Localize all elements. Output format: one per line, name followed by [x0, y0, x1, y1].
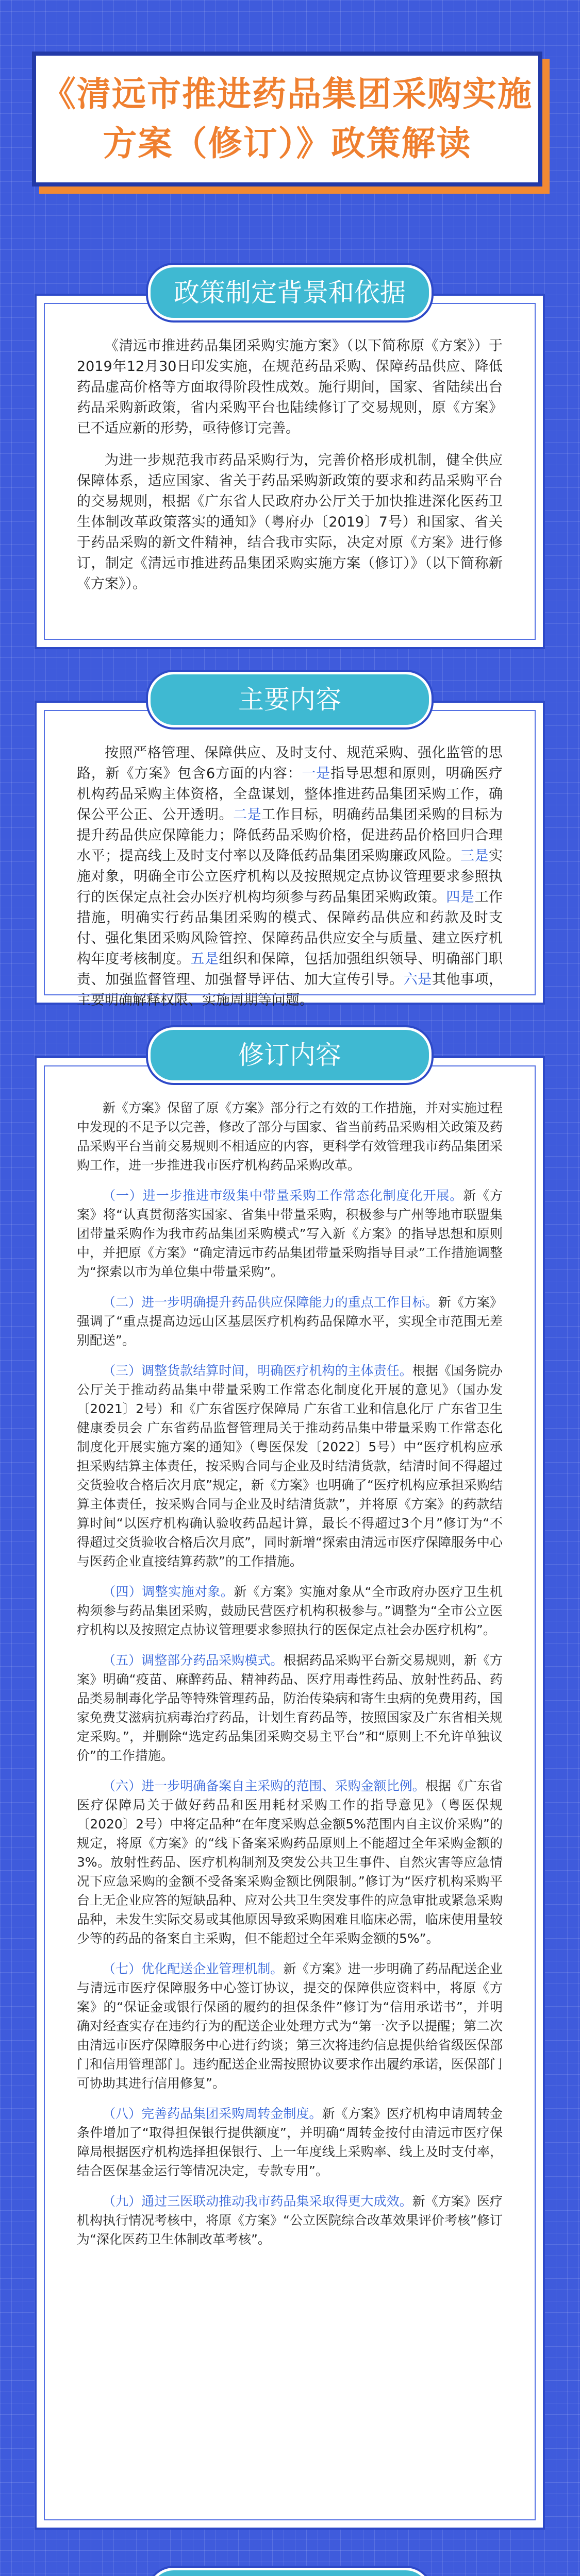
revision-intro: 新《方案》保留了原《方案》部分行之有效的工作措施，并对实施过程中发现的不足予以完善，修改了部分与国家、省当前药品采购相关政策及药品采购平台当前交易规则不相适应的内容，更科学有效管理我市药品集团采购工作，进一步推进我市医疗机构药品采购改革。 [77, 1100, 503, 1173]
item-label-5: 五是 [190, 951, 219, 967]
section-main-body [37, 703, 543, 1011]
revision-item-7: （七）优化配送企业管理机制。新《方案》进一步明确了药品配送企业与清远市医疗保障服务中心签订协议，提交的保障供应资料中，将原《方案》的“保证金或银行保函的履约的担保条件”修订为“信用承诺书”，并明确对经查实存在违约行为的配送企业处理方式为“第一次予以提醒；第二次由清远市医疗保障服务中心进行约谈；第三次将违约信息提供给省级医保部门和信用管理部门。违约配送企业需按照协议要求作出履约承诺，医保部门可协助其进行信用修复”。 [77, 1961, 503, 2091]
section-revision-card [35, 1040, 545, 2530]
revision-item-3: （三）调整货款结算时间，明确医疗机构的主体责任。根据《国务院办公厅关于推动药品集中带量采购工作常态化制度化开展的意见》（国办发〔2021〕2号）和《广东省医疗保障局 广东省工业和信息化厅 广东省卫生健康委员会 广东省药品监督管理局关于推动药品集中带量采购工作常态化制度化开展实施方案的通知》（粤医保发〔2022〕5号）中“医疗机构应承担采购结算主体责任，按采购合同与企业及时结清货款，结清时间不得超过交货验收合格后次月底”规定，新《方案》也明确了“医疗机构应承担采购结算主体责任，按采购合同与企业及时结清货款”，并将原《方案》的药款结算时间“以医疗机构确认验收药品起计算，最长不得超过3个月”修订为“不得超过交货验收合格后次月底”，同时新增“探索由清远市医疗保障服务中心与医药企业直接结算药款”的工作措施。 [77, 1363, 503, 1569]
item-label-4: 四是 [446, 889, 475, 905]
revision-item-4: （四）调整实施对象。新《方案》实施对象从“全市政府办医疗卫生机构须参与药品集团采购，鼓励民营医疗机构积极参与。”调整为“全市公立医疗机构以及按照定点协议管理要求参照执行的医保定点社会办医疗机构”。 [77, 1584, 503, 1637]
item-label-2: 二是 [233, 807, 262, 823]
revision-item-6: （六）进一步明确备案自主采购的范围、采购金额比例。根据《广东省医疗保障局关于做好药品和医用耗材采购工作的指导意见》（粤医保规〔2020〕2号）中将定品种“在年度采购总金额5%范围内自主议价采购”的规定，将原《方案》的“线下备案采购药品原则上不能超过全年采购金额的3%。放射性药品、医疗机构制剂及突发公共卫生事件、自然灾害等应急情况下应急采购的金额不受备案采购金额比例限制。”修订为“医疗机构采购平台上无企业应答的短缺品种、应对公共卫生突发事件的应急审批或紧急采购品种，未发生实际交易或其他原因导致采购困难且临床必需，临床使用量较少等的药品的备案自主采购，但不能超过全年采购金额的5%”。 [77, 1778, 503, 1946]
section-main-card [35, 685, 545, 1008]
item-label-6: 六是 [403, 972, 432, 988]
section-revision-body [37, 1058, 543, 2249]
section-background-heading: 政策制定背景和依据 [148, 265, 432, 320]
title-banner [32, 52, 542, 187]
section-revision-heading: 修订内容 [148, 1027, 432, 1083]
revision-item-8: （八）完善药品集团采购周转金制度。新《方案》医疗机构申请周转金条件增加了“取得担保银行提供额度”，并明确“周转金按付由清远市医疗保障局根据医疗机构选择担保银行、上一年度线上采购率、线上及时支付率，结合医保基金运行等情况决定，专款专用”。 [77, 2106, 503, 2178]
revision-item-1: （一）进一步推进市级集中带量采购工作常态化制度化开展。新《方案》将“认真贯彻落实国家、省集中带量采购，积极参与广州等地市联盟集团带量采购作为我市药品集团采购模式”写入新《方案》的指导思想和原则中，并把原《方案》“确定清远市药品集团带量采购指导目录”工作措施调整为“探索以市为单位集中带量采购”。 [77, 1188, 503, 1279]
background-paragraph-2: 为进一步规范我市药品采购行为，完善价格形成机制，健全供应保障体系，适应国家、省关于药品采购新政策的要求和药品采购平台的交易规则，根据《广东省人民政府办公厅关于加快推进深化医药卫生体制改革政策落实的通知》（粤府办〔2019〕7号）和国家、省关于药品采购的新文件精神，结合我市实际，决定对原《方案》进行修订，制定《清远市推进药品集团采购实施方案（修订）》（以下简称新《方案》）。 [77, 452, 503, 592]
section-effective-heading [148, 2568, 432, 2576]
revision-item-2: （二）进一步明确提升药品供应保障能力的重点工作目标。新《方案》强调了“重点提高边远山区基层医疗机构药品保障水平，实现全市范围无差别配送”。 [77, 1295, 503, 1348]
item-label-3: 三是 [460, 848, 489, 864]
section-main-heading: 主要内容 [148, 672, 432, 727]
page-title-line-1: 《清远市推进药品集团采购实施 [42, 74, 533, 114]
revision-item-9: （九）通过三医联动推动我市药品集采取得更大成效。新《方案》医疗机构执行情况考核中，将原《方案》“公立医院综合改革效果评价考核”修订为“深化医药卫生体制改革考核”。 [77, 2194, 503, 2247]
item-label-1: 一是 [302, 766, 331, 782]
revision-item-5: （五）调整部分药品采购模式。根据药品采购平台新交易规则，新《方案》明确“疫苗、麻醉药品、精神药品、医疗用毒性药品、放射性药品、药品类易制毒化学品等特殊管理药品，防治传染病和寄生虫病的免费用药，国家免费艾滋病抗病毒治疗药品，计划生育药品等，按照国家及广东省相关规定采购。”，并删除“选定药品集团采购交易主平台”和“原则上不允许单独议价”的工作措施。 [77, 1653, 503, 1763]
page-title-line-2: 方案（修订）》政策解读 [103, 124, 472, 163]
section-background-body [37, 296, 543, 595]
background-paragraph-1: 《清远市推进药品集团采购实施方案》（以下简称原《方案》）于2019年12月30日印发实施，在规范药品采购、保障药品供应、降低药品虚高价格等方面取得阶段性成效。施行期间，国家、省陆续出台药品采购新政策，省内采购平台也陆续修订了交易规则，原《方案》已不适应新的形势，亟待修订完善。 [77, 338, 503, 436]
section-background-card [35, 278, 545, 649]
main-paragraph: 按照严格管理、保障供应、及时支付、规范采购、强化监管的思路，新《方案》包含6方面的内容：一是指导思想和原则，明确医疗机构药品采购主体资格，全盘谋划，整体推进药品集团采购工作，确保公平公正、公开透明。二是工作目标，明确药品集团采购的目标为提升药品供应保障能力；降低药品采购价格，促进药品价格回归合理水平；提高线上及时支付率以及降低药品集团采购廉政风险。三是实施对象，明确全市公立医疗机构以及按照规定点协议管理要求参照执行的医保定点社会办医疗机构均须参与药品集团采购政策。四是工作措施，明确实行药品集团采购的模式、保障药品供应和药款及时支付、强化集团采购风险管控、保障药品供应安全与质量、建立医疗机构年度考核制度。五是组织和保障，包括加强组织领导、明确部门职责、加强监督管理、加强督导评估、加大宣传引导。六是其他事项，主要明确解释权限、实施周期等问题。 [77, 745, 503, 1008]
